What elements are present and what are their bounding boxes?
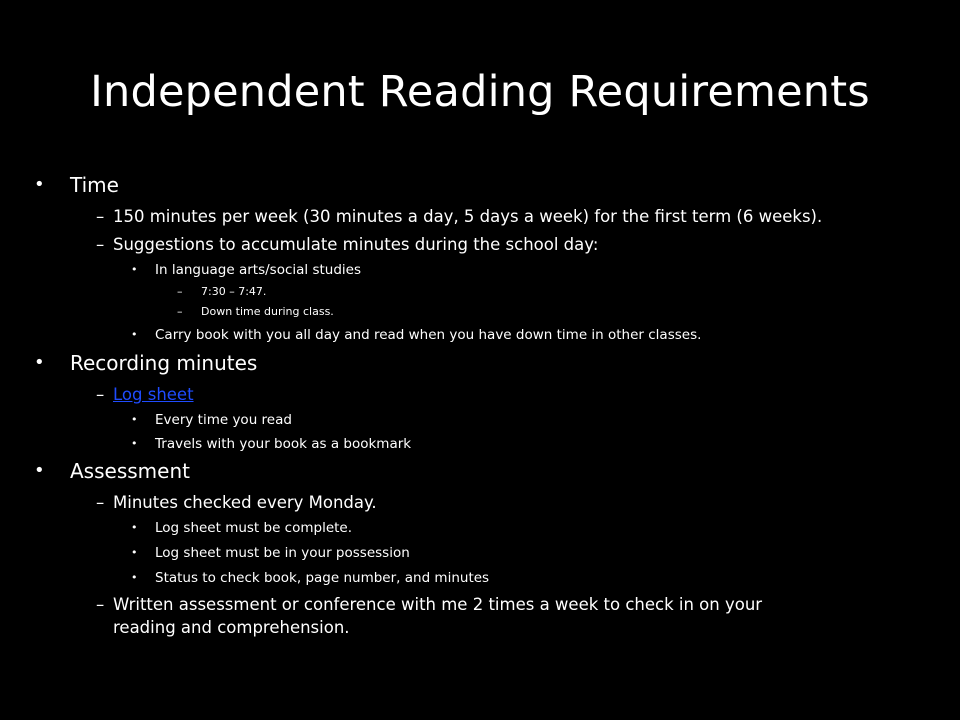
heading-time: Time xyxy=(70,173,119,197)
heading-recording: Recording minutes xyxy=(70,351,258,375)
dash-marker: – xyxy=(96,385,105,404)
log-sheet-link[interactable]: Log sheet xyxy=(113,385,194,404)
time-item-2-text: Suggestions to accumulate minutes during the school day: xyxy=(113,235,599,254)
time-sub-2-text: Carry book with you all day and read when you have down time in other classes. xyxy=(155,327,702,343)
bullet-dot: • xyxy=(34,460,45,481)
assessment-sub-1-text: Log sheet must be complete. xyxy=(155,520,353,536)
assessment-item-1-text: Minutes checked every Monday. xyxy=(113,493,377,512)
time-item-1-text: 150 minutes per week (30 minutes a day, 5 days a week) for the first term (6 weeks). xyxy=(113,207,823,226)
dash-marker: – xyxy=(177,285,183,298)
dash-marker: – xyxy=(96,207,105,226)
bullet-dot: • xyxy=(131,328,138,341)
bullet-dot: • xyxy=(34,352,45,373)
time-subsub-2-text: Down time during class. xyxy=(201,305,334,318)
recording-sub-2-text: Travels with your book as a bookmark xyxy=(155,436,412,452)
bullet-dot: • xyxy=(131,413,138,426)
dash-marker: – xyxy=(96,493,105,512)
time-subsub-1-text: 7:30 – 7:47. xyxy=(201,285,267,298)
recording-sub-1-text: Every time you read xyxy=(155,412,292,428)
slide-title: Independent Reading Requirements xyxy=(90,67,870,117)
time-sub-1-text: In language arts/social studies xyxy=(155,262,361,278)
bullet-dot: • xyxy=(131,437,138,450)
assessment-sub-3-text: Status to check book, page number, and minutes xyxy=(155,570,490,586)
bullet-dot: • xyxy=(131,571,138,584)
heading-assessment: Assessment xyxy=(70,459,190,483)
assessment-item-2-line-1: Written assessment or conference with me 2 times a week to check in on your xyxy=(113,595,763,614)
dash-marker: – xyxy=(96,595,105,614)
bullet-dot: • xyxy=(131,521,138,534)
bullet-dot: • xyxy=(131,546,138,559)
assessment-sub-2-text: Log sheet must be in your possession xyxy=(155,545,410,561)
dash-marker: – xyxy=(177,305,183,318)
assessment-item-2-line-2: reading and comprehension. xyxy=(113,618,350,637)
dash-marker: – xyxy=(96,235,105,254)
bullet-dot: • xyxy=(131,263,138,276)
bullet-dot: • xyxy=(34,174,45,195)
